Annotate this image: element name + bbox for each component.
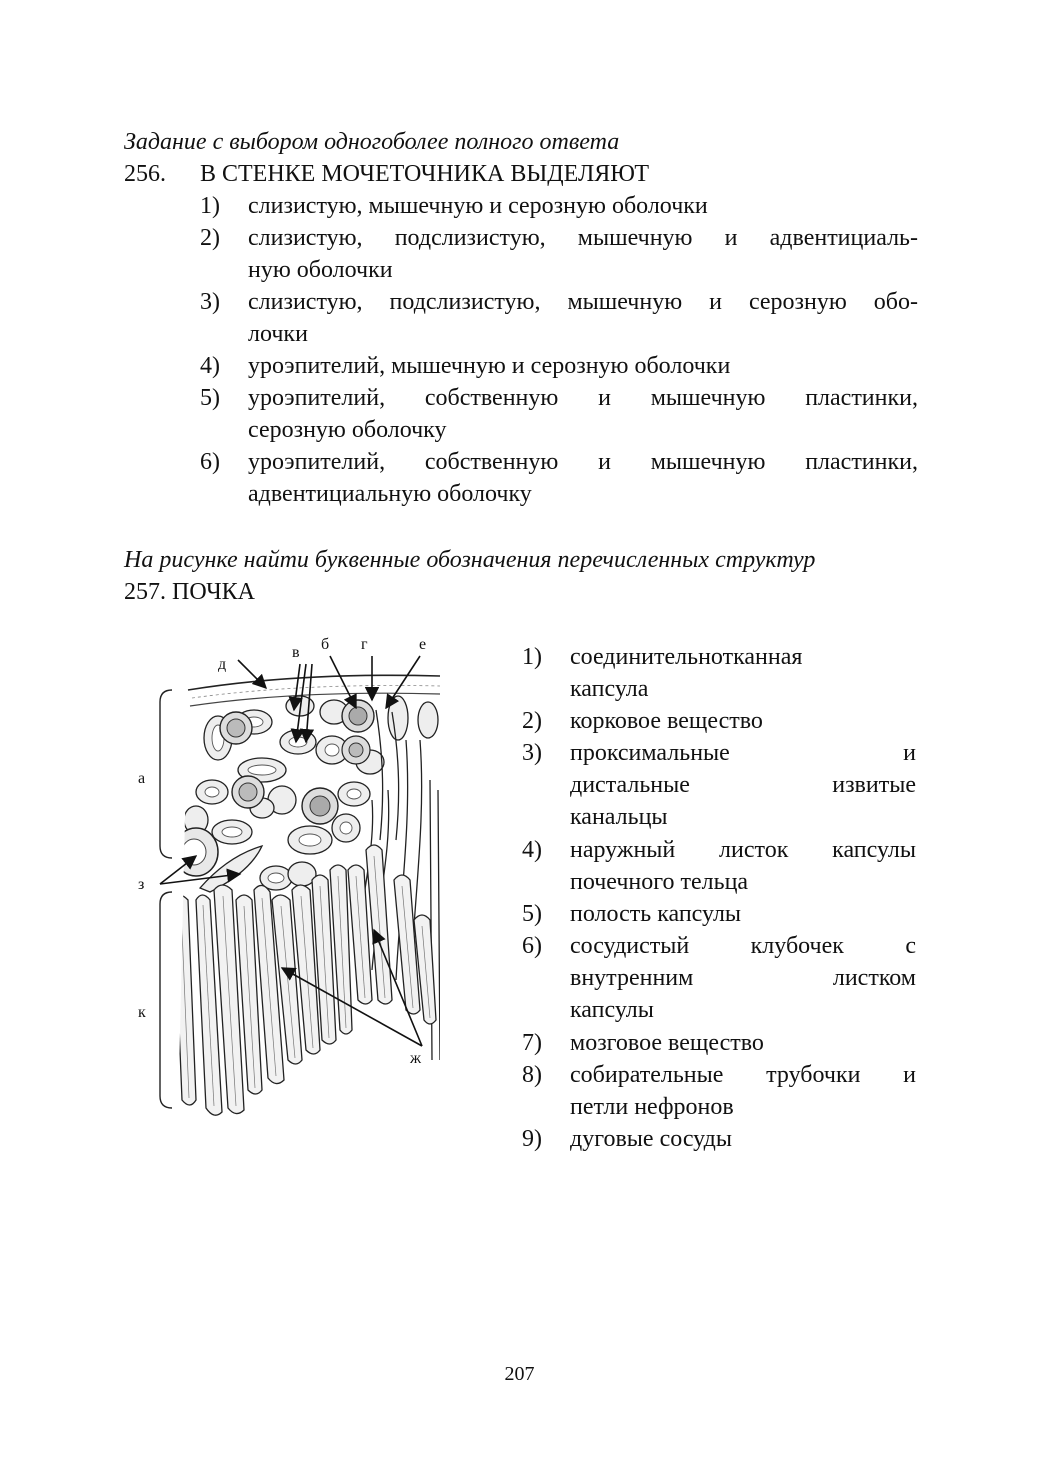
capsule-band bbox=[188, 675, 440, 706]
figure-label-b: б bbox=[321, 636, 330, 653]
option-text-continued: лочки bbox=[248, 321, 308, 347]
item-number: 1) bbox=[522, 644, 542, 670]
option-number: 5) bbox=[200, 385, 220, 411]
item-text: собирательные трубочки и bbox=[570, 1062, 916, 1088]
option-number: 6) bbox=[200, 449, 220, 475]
item-text-continued: внутренним листком bbox=[570, 965, 916, 991]
item-number: 7) bbox=[522, 1030, 542, 1056]
figure-label-zh: ж bbox=[410, 1050, 422, 1067]
option-text: уроэпителий, мышечную и серозную оболочки bbox=[248, 353, 731, 379]
option-number: 1) bbox=[200, 193, 220, 219]
cortex-tubules bbox=[184, 696, 438, 890]
page-number: 207 bbox=[504, 1363, 535, 1385]
item-text: проксимальные и bbox=[570, 740, 916, 766]
item-text: полость капсулы bbox=[570, 901, 742, 927]
option-text: слизистую, подслизистую, мышечную и серозную обо- bbox=[248, 289, 918, 315]
tissue-area bbox=[174, 696, 440, 1115]
region-brackets bbox=[160, 690, 172, 1108]
renal-corpuscles bbox=[220, 700, 374, 824]
item-text-continued: дистальные извитые bbox=[570, 772, 916, 798]
option-text: слизистую, подслизистую, мышечную и адвентициаль- bbox=[248, 225, 918, 251]
task256-instruction: Задание с выбором одногоболее полного ответа bbox=[124, 129, 620, 155]
task256-question: В СТЕНКЕ МОЧЕТОЧНИКА ВЫДЕЛЯЮТ bbox=[200, 161, 650, 187]
figure-label-k: к bbox=[138, 1004, 146, 1021]
option-number: 3) bbox=[200, 289, 220, 315]
item-text-continued: канальцы bbox=[570, 804, 668, 830]
task257-title: 257. ПОЧКА bbox=[124, 579, 256, 605]
item-text-continued: капсулы bbox=[570, 997, 654, 1023]
item-text: мозговое вещество bbox=[570, 1030, 764, 1056]
item-text: соединительнотканная bbox=[570, 644, 803, 670]
medullary-rays bbox=[356, 710, 440, 1060]
option-text: слизистую, мышечную и серозную оболочки bbox=[248, 193, 708, 219]
figure-label-e: е bbox=[419, 636, 427, 653]
item-number: 3) bbox=[522, 740, 542, 766]
option-text-continued: адвентициальную оболочку bbox=[248, 481, 532, 507]
figure-label-g: г bbox=[361, 636, 368, 653]
option-text: уроэпителий, собственную и мышечную пластинки, bbox=[248, 385, 918, 411]
item-number: 9) bbox=[522, 1126, 542, 1152]
option-number: 4) bbox=[200, 353, 220, 379]
item-text: сосудистый клубочек с bbox=[570, 933, 916, 959]
task257-instruction: На рисунке найти буквенные обозначения перечисленных структур bbox=[124, 547, 816, 573]
item-number: 4) bbox=[522, 837, 542, 863]
figure-label-z: з bbox=[138, 876, 145, 893]
option-text: уроэпителий, собственную и мышечную пластинки, bbox=[248, 449, 918, 475]
option-text-continued: серозную оболочку bbox=[248, 417, 447, 443]
medulla-tubules bbox=[174, 845, 436, 1115]
option-number: 2) bbox=[200, 225, 220, 251]
medulla-lumens bbox=[181, 856, 430, 1106]
task256-number: 256. bbox=[124, 161, 166, 187]
item-text-continued: петли нефронов bbox=[570, 1094, 734, 1120]
item-text: дуговые сосуды bbox=[570, 1126, 732, 1152]
option-text-continued: ную оболочки bbox=[248, 257, 393, 283]
item-text-continued: капсула bbox=[570, 676, 649, 702]
item-text: наружный листок капсулы bbox=[570, 837, 916, 863]
label-arrows bbox=[160, 656, 422, 1046]
item-number: 8) bbox=[522, 1062, 542, 1088]
item-number: 2) bbox=[522, 708, 542, 734]
figure-label-a: а bbox=[138, 770, 146, 787]
arcuate-vessels bbox=[174, 828, 262, 892]
figure-label-d: д bbox=[218, 656, 227, 673]
figure-label-v: в bbox=[292, 644, 300, 661]
item-number: 6) bbox=[522, 933, 542, 959]
item-number: 5) bbox=[522, 901, 542, 927]
tubule-lumens bbox=[205, 717, 361, 883]
item-text: корковое вещество bbox=[570, 708, 763, 734]
item-text-continued: почечного тельца bbox=[570, 869, 749, 895]
